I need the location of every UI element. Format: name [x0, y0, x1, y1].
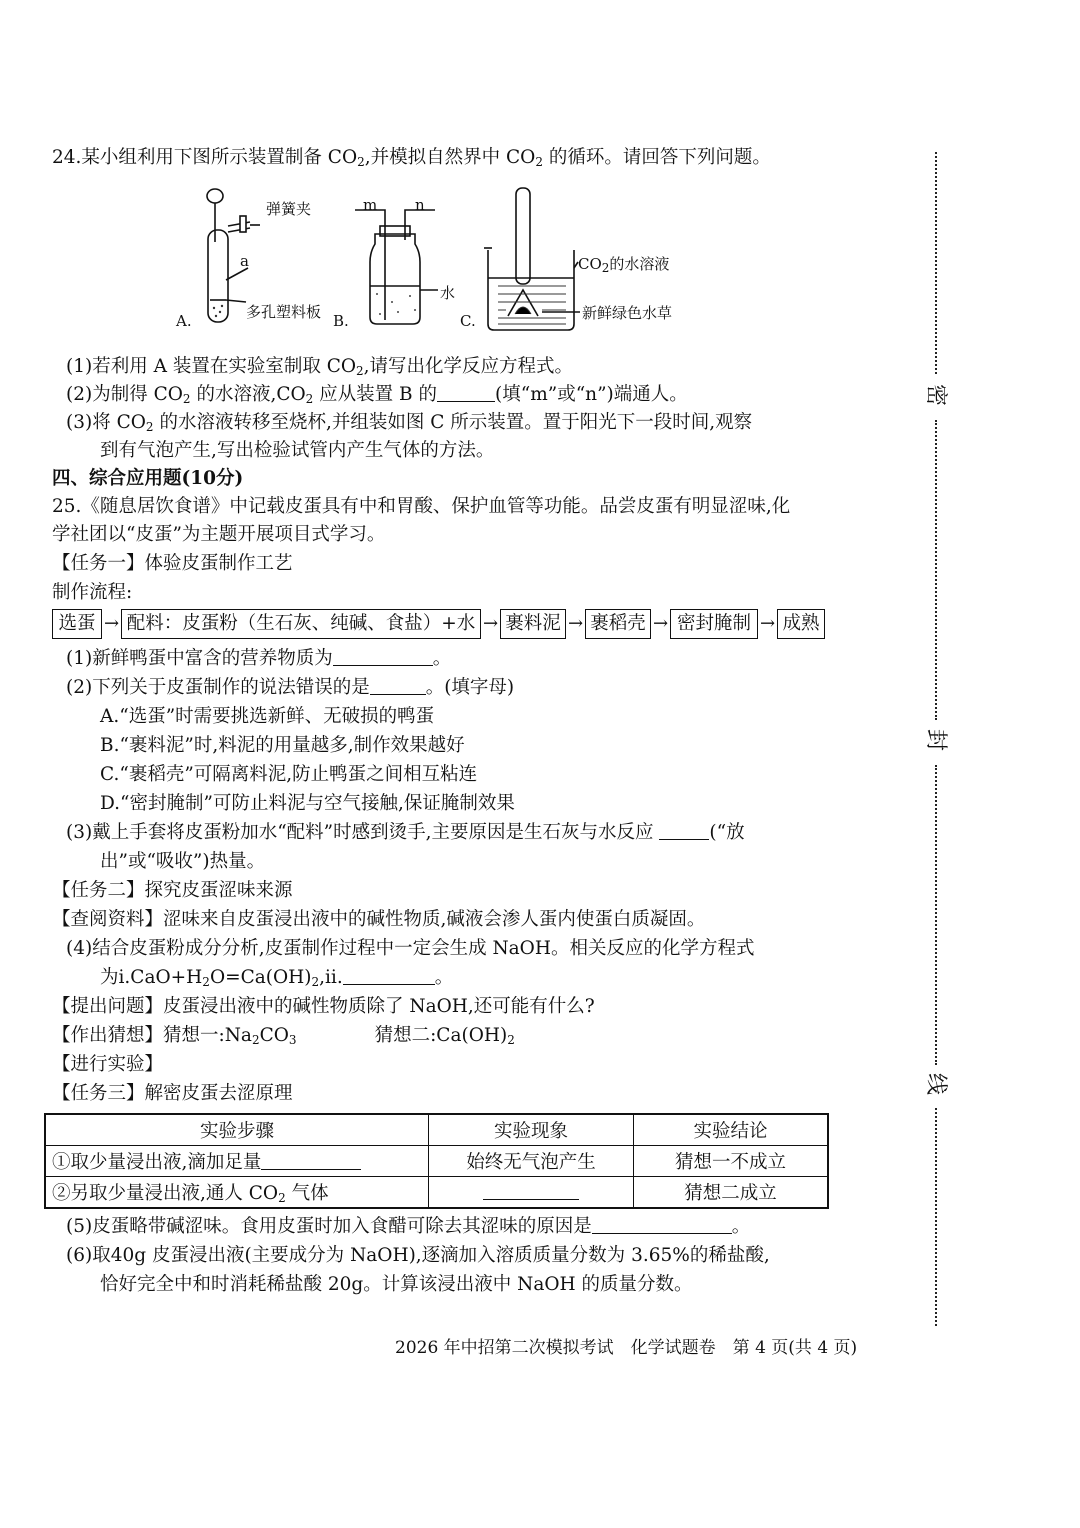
reference-info: 【查阅资料】涩味来自皮蛋浸出液中的碱性物质,碱液会渗人蛋内使蛋白质凝固。 — [52, 909, 706, 930]
arrow-icon: → — [483, 613, 499, 634]
flow-step-done: 成熟 — [777, 609, 825, 639]
section-heading: 四、综合应用题(10分) — [52, 468, 244, 489]
binding-line — [935, 152, 937, 374]
q25-p3: (3)戴上手套将皮蛋粉加水“配料”时感到烫手,主要原因是生石灰与水反应 (“放 — [66, 822, 745, 843]
q25-p1: (1)新鲜鸭蛋中富含的营养物质为 。 — [66, 648, 452, 669]
q25-p6-cont: 恰好完全中和时消耗稀盐酸 20g。计算该浸出液中 NaOH 的质量分数。 — [100, 1274, 693, 1295]
table-cell: ②另取少量浸出液,通人 $CO_2$ 气体 — [45, 1177, 429, 1209]
q24-p2: (2)为制得 $CO_2$ 的水溶液$,CO_2$ 应从装置 B 的 (填“m”或“n”)端通人。 — [66, 384, 688, 406]
experiment-table — [44, 1113, 829, 1209]
label-m: m — [363, 196, 378, 214]
answer-blank[interactable] — [592, 1215, 732, 1234]
binding-char-line: 线 — [923, 1072, 949, 1096]
binding-line — [935, 765, 937, 1065]
option-d: D.“密封腌制”可防止料泥与空气接触,保证腌制效果 — [100, 793, 515, 814]
task2-heading: 【任务二】探究皮蛋涩味来源 — [52, 880, 293, 901]
table-header: 实验步骤 — [45, 1114, 429, 1146]
label-grass: 新鲜绿色水草 — [582, 304, 673, 322]
label-water: 水 — [440, 284, 456, 302]
q25-intro: 25.《随息居饮食谱》中记载皮蛋具有中和胃酸、保护血管等功能。品尝皮蛋有明显涩味,化 — [52, 496, 791, 517]
binding-char-seal: 密 — [923, 383, 949, 407]
option-b: B.“裹料泥”时,料泥的用量越多,制作效果越好 — [100, 735, 465, 756]
label-clip: 弹簧夹 — [266, 200, 312, 218]
q24-stem: 24.某小组利用下图所示装置制备 $CO_2$,并模拟自然界中 $CO_2$ 的循环。请回答下列问题。 — [52, 147, 771, 169]
raise-question: 【提出问题】皮蛋浸出液中的碱性物质除了 NaOH,还可能有什么? — [52, 996, 595, 1017]
flow-step-select: 选蛋 — [52, 609, 102, 639]
label-n: n — [415, 196, 425, 214]
task3-heading: 【任务三】解密皮蛋去涩原理 — [52, 1083, 293, 1104]
table-header: 实验现象 — [429, 1114, 634, 1146]
label-plate: 多孔塑料板 — [246, 303, 322, 321]
option-c: C.“裹稻壳”可隔离料泥,防止鸭蛋之间相互粘连 — [100, 764, 478, 785]
binding-char-close: 封 — [923, 728, 949, 752]
apparatus-c-icon — [484, 188, 580, 330]
q25-intro-cont: 学社团以“皮蛋”为主题开展项目式学习。 — [52, 524, 386, 545]
task1-heading: 【任务一】体验皮蛋制作工艺 — [52, 553, 293, 574]
q25-p3-cont: 出”或“吸收”)热量。 — [100, 851, 266, 872]
answer-blank[interactable] — [370, 676, 426, 695]
label-C: C. — [460, 312, 476, 330]
q24-p3: (3)将 $CO_2$ 的水溶液转移至烧杯,并组装如图 C 所示装置。置于阳光下一段时间,观察 — [66, 412, 753, 434]
q24-p1: (1)若利用 A 装置在实验室制取 $CO_2$,请写出化学反应方程式。 — [66, 356, 574, 378]
flow-title: 制作流程: — [52, 582, 133, 603]
apparatus-b-icon — [355, 210, 438, 324]
q25-p4: (4)结合皮蛋粉成分分析,皮蛋制作过程中一定会生成 NaOH。相关反应的化学方程式 — [66, 938, 755, 959]
binding-line — [935, 420, 937, 720]
answer-blank[interactable] — [659, 821, 709, 840]
flow-step-seal: 密封腌制 — [670, 609, 758, 639]
table-cell: 始终无气泡产生 — [429, 1146, 634, 1177]
arrow-icon: → — [653, 613, 669, 634]
binding-line — [935, 1108, 937, 1326]
flow-step-mud: 裹料泥 — [500, 609, 566, 639]
answer-blank[interactable] — [333, 647, 433, 666]
answer-blank[interactable] — [437, 383, 495, 402]
do-experiment: 【进行实验】 — [52, 1054, 164, 1075]
answer-blank[interactable] — [261, 1151, 361, 1170]
flow-step-husk: 裹稻壳 — [585, 609, 651, 639]
q25-p6: (6)取40g 皮蛋浸出液(主要成分为 NaOH),逐滴加入溶质质量分数为 3.65%的稀盐酸, — [66, 1245, 770, 1266]
page-footer: 2026 年中招第二次模拟考试 化学试题卷 第 4 页(共 4 页) — [395, 1338, 858, 1358]
label-solution: $CO_2$的水溶液 — [578, 255, 670, 275]
label-B: B. — [333, 312, 349, 330]
table-header: 实验结论 — [634, 1114, 829, 1146]
label-A: A. — [176, 312, 192, 330]
arrow-icon: → — [760, 613, 776, 634]
flow-step-mix: 配料：皮蛋粉（生石灰、纯碱、食盐）+水 — [121, 609, 481, 639]
q24-p3-cont: 到有气泡产生,写出检验试管内产生气体的方法。 — [100, 440, 495, 461]
hypothesis: 【作出猜想】猜想一$:Na_2CO_3$ 猜想二$:Ca(OH)_2$ — [52, 1025, 515, 1047]
arrow-icon: → — [104, 613, 120, 634]
table-cell: ①取少量浸出液,滴加足量 — [45, 1146, 429, 1177]
table-cell: 猜想一不成立 — [634, 1146, 829, 1177]
q25-p2: (2)下列关于皮蛋制作的说法错误的是 。(填字母) — [66, 677, 515, 698]
table-cell — [429, 1177, 634, 1209]
arrow-icon: → — [568, 613, 584, 634]
option-a: A.“选蛋”时需要挑选新鲜、无破损的鸭蛋 — [100, 706, 435, 727]
q25-p4-cont: 为$ⅰ.CaO+H_2O=Ca(OH)_2,ⅱ$. 。 — [100, 967, 454, 989]
label-a: a — [240, 252, 249, 270]
answer-blank[interactable] — [483, 1181, 579, 1200]
answer-blank[interactable] — [343, 966, 435, 985]
q25-p5: (5)皮蛋略带碱涩味。食用皮蛋时加入食醋可除去其涩味的原因是 。 — [66, 1216, 751, 1237]
table-cell: 猜想二成立 — [634, 1177, 829, 1209]
